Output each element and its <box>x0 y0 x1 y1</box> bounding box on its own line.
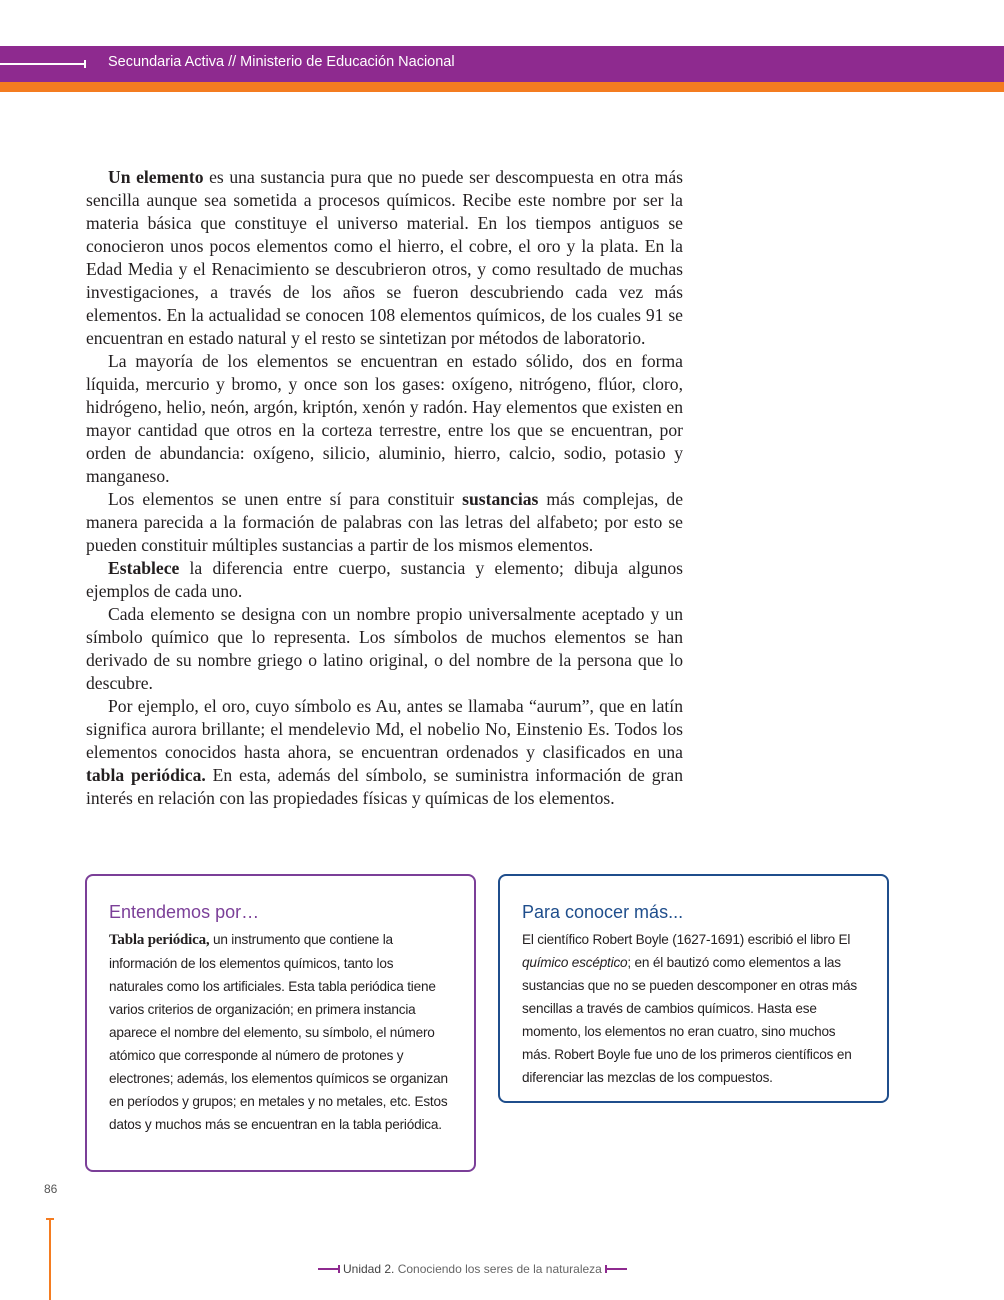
definition-box-body <box>109 928 449 1136</box>
paragraph-sustancias <box>86 488 683 557</box>
more-info-text: El científico Robert Boyle (1627-1691) escribió el libro El <box>522 932 851 947</box>
main-body-text <box>86 166 683 810</box>
paragraph-ejemplos <box>86 695 683 810</box>
definition-box <box>85 874 476 1172</box>
paragraph-elemento <box>86 166 683 350</box>
paragraph-estados: La mayoría de los elementos se encuentran en estado sólido, dos en forma líquida, mercurio y bromo, y once son los gases: oxígeno, nitrógeno, flúor, cloro, hidrógeno, helio, neón, argón, kriptón, xenón y radón. Hay elementos que existen en mayor cantidad que otros en la corteza terrestre, entre los que se encuentran, por orden de abundancia: oxígeno, silicio, aluminio, hierro, calcio, sodio, potasio y manganeso. <box>86 351 683 486</box>
more-info-text: ; en él bautizó como elementos a las sustancias que no se pueden descomponer en otras más sencillas a través de cambios químicos. Hasta ese momento, los elementos no eran cuatro, sino muchos más. Robert Boyle fue uno de los primeros científicos en diferenciar las mezclas de los compuestos. <box>522 955 857 1085</box>
header-decorative-rule <box>0 63 86 65</box>
paragraph-simbolos: Cada elemento se designa con un nombre propio universalmente aceptado y un símbolo químico que lo representa. Los símbolos de muchos elementos se han derivado de su nombre griego o latino original, o del nombre de la persona que lo descubre. <box>86 604 683 693</box>
page-number: 86 <box>44 1182 58 1196</box>
definition-term: Tabla periódica, <box>109 932 210 948</box>
book-title: químico escéptico <box>522 955 628 970</box>
paragraph-text: más complejas, de manera parecida a la formación de palabras con las letras del alfabeto; por esto se pueden constituir múltiples sustancias a partir de los mismos elementos. <box>86 489 684 555</box>
side-decorative-rule <box>49 1218 51 1300</box>
paragraph-text: Los elementos se unen entre sí para constituir <box>108 489 463 509</box>
term-tabla-periodica: tabla periódica. <box>86 765 206 785</box>
header-title: Secundaria Activa // Ministerio de Educación Nacional <box>108 54 455 70</box>
definition-text: un instrumento que contiene la información de los elementos químicos, tanto los naturales como los artificiales. Esta tabla periódica tiene varios criterios de organización; en primera instancia aparece el nombre del elemento, su símbolo, el número atómico que corresponde al número de protones y electrones; además, los elementos químicos se organizan en períodos y grupos; en metales y no metales, etc. Estos datos y muchos más se encuentran en la tabla periódica. <box>109 932 448 1132</box>
more-info-box-title: Para conocer más... <box>522 902 684 922</box>
footer-unit-title: Conociendo los seres de la naturaleza <box>394 1262 602 1276</box>
paragraph-text: En esta, además del símbolo, se suministra información de gran interés en relación con las propiedades físicas y químicas de los elementos. <box>86 765 683 808</box>
term-sustancias: sustancias <box>462 489 539 509</box>
footer-text <box>340 1262 605 1276</box>
paragraph-text: Por ejemplo, el oro, cuyo símbolo es Au, antes se llamaba “aurum”, que en latín significa aurora brillante; el mendelevio Md, el nobelio No, Einstenio Es. Todos los elementos conocidos hasta ahora, se encuentran ordenados y clasificados en una <box>86 696 683 762</box>
paragraph-text: es una sustancia pura que no puede ser descompuesta en otra más sencilla aunque sea sometida a procesos químicos. Recibe este nombre por ser la materia básica que constituye el universo material. En los tiempos antiguos se conocieron unos pocos elementos como el hierro, el cobre, el oro y la plata. En la Edad Media y el Renacimiento se descubrieron otros, y como resultado de muchas investigaciones, a través de los años se fueron descubriendo cada vez más elementos. En la actualidad se conocen 108 elementos químicos, de los cuales 91 se encuentran en estado natural y el resto se sintetizan por métodos de laboratorio. <box>86 167 683 348</box>
footer-unit: Unidad 2. <box>343 1262 395 1276</box>
term-elemento: Un elemento <box>108 167 204 187</box>
term-establece: Establece <box>108 558 180 578</box>
footer-rule-right <box>605 1268 627 1270</box>
more-info-box <box>498 874 889 1103</box>
footer <box>318 1262 627 1276</box>
footer-rule-left <box>318 1268 340 1270</box>
paragraph-text: la diferencia entre cuerpo, sustancia y elemento; dibuja algunos ejemplos de cada uno. <box>86 558 683 601</box>
definition-box-title: Entendemos por… <box>109 902 260 922</box>
more-info-box-body <box>522 928 862 1089</box>
paragraph-actividad <box>86 557 683 603</box>
header-accent-stripe <box>0 82 1004 92</box>
